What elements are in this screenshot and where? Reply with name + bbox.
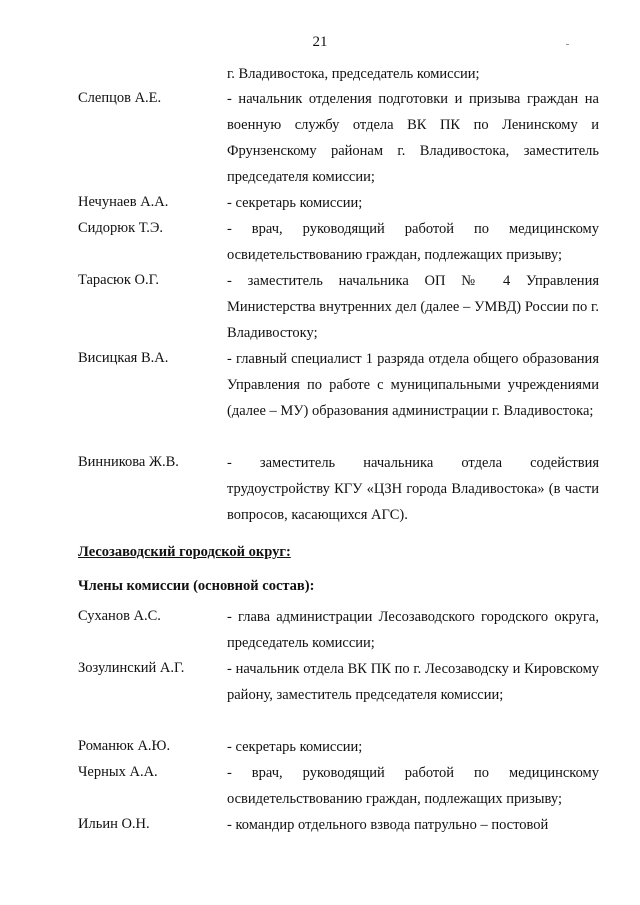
member-name: Висицкая В.А.: [78, 350, 169, 366]
continuation-line: г. Владивостока, председатель комиссии;: [227, 66, 480, 82]
member-name: Романюк А.Ю.: [78, 738, 171, 754]
member-role: - врач, руководящий работой по медицинскому освидетельствованию граждан, подлежащих призыву;: [227, 765, 599, 807]
member-name: Ильин О.Н.: [78, 816, 150, 832]
section-subtitle: Члены комиссии (основной состав):: [78, 578, 315, 594]
member-name: Слепцов А.Е.: [78, 90, 162, 106]
member-name: Нечунаев А.А.: [78, 194, 169, 210]
member-role: - начальник отделения подготовки и призыва граждан на военную службу отдела ВК ПК по Ленинскому и Фрунзенскому районам г. Владивостока, заместитель председателя комиссии;: [227, 91, 599, 185]
member-role: - секретарь комиссии;: [227, 195, 363, 211]
member-name: Зозулинский А.Г.: [78, 660, 185, 676]
member-name: Черных А.А.: [78, 764, 158, 780]
member-role: - главный специалист 1 разряда отдела общего образования Управления по работе с муниципальными учреждениями (далее – МУ) образования администрации г. Владивостока;: [227, 351, 599, 419]
scan-mark: [566, 44, 569, 45]
member-role: - заместитель начальника ОП № 4 Управления Министерства внутренних дел (далее – УМВД) России по г. Владивостоку;: [227, 273, 599, 341]
member-role: - начальник отдела ВК ПК по г. Лесозаводску и Кировскому району, заместитель председателя комиссии;: [227, 661, 599, 703]
member-role: - секретарь комиссии;: [227, 739, 363, 755]
member-name: Тарасюк О.Г.: [78, 272, 160, 288]
member-role: - врач, руководящий работой по медицинскому освидетельствованию граждан, подлежащих призыву;: [227, 221, 599, 263]
member-role: - глава администрации Лесозаводского городского округа, председатель комиссии;: [227, 609, 599, 651]
member-role: - заместитель начальника отдела содействия трудоустройству КГУ «ЦЗН города Владивостока» (в части вопросов, касающихся АГС).: [227, 455, 599, 523]
member-name: Винникова Ж.В.: [78, 454, 179, 470]
member-role: - командир отдельного взвода патрульно – постовой: [227, 817, 549, 833]
page-number: 21: [312, 34, 328, 50]
member-name: Сидорюк Т.Э.: [78, 220, 164, 236]
member-name: Суханов А.С.: [78, 608, 161, 624]
section-title: Лесозаводский городской округ:: [78, 544, 291, 560]
